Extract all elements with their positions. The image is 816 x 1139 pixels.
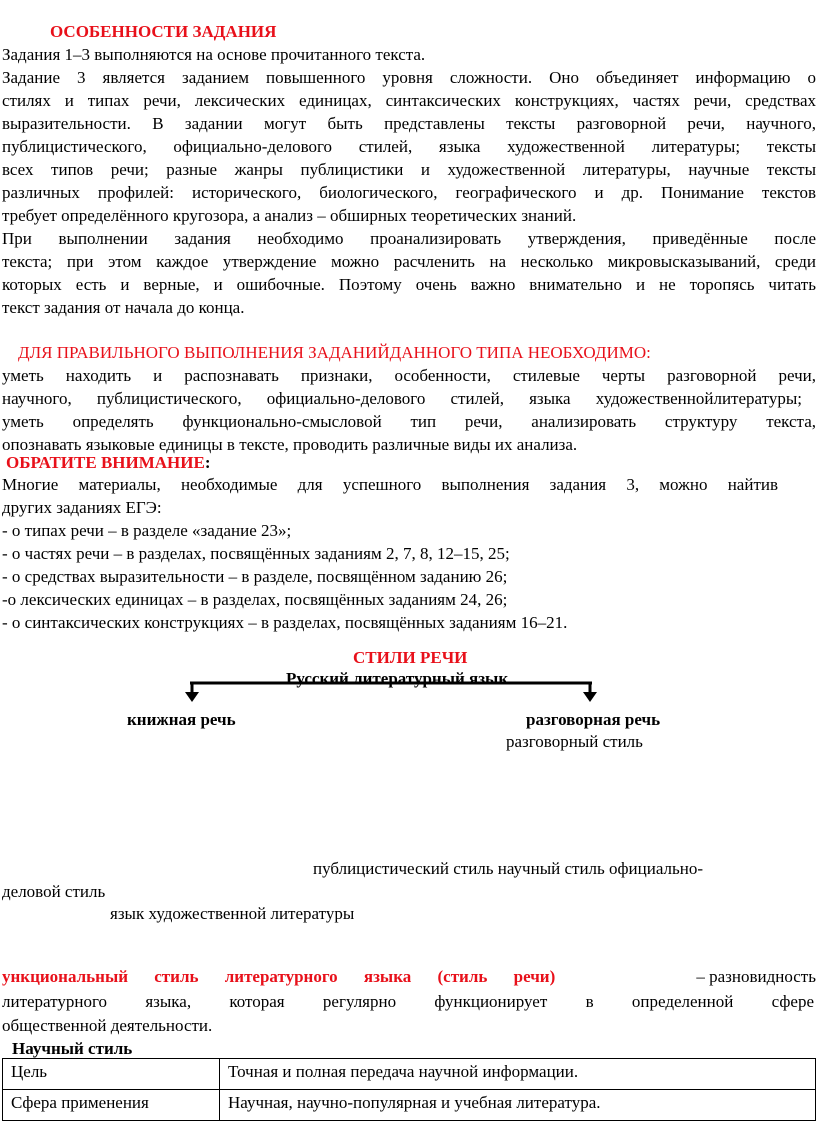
- table-cell-value: Научная, научно-популярная и учебная литература.: [220, 1090, 816, 1121]
- arrow-right-head: [583, 692, 597, 702]
- requirement-line: научного, публицистического, официально-делового стилей, языка художественнойлитературы;: [2, 389, 802, 408]
- intro-line: Задание 3 является заданием повышенного уровня сложности. Оно объединяет информацию о: [2, 68, 816, 87]
- attention-line: - о синтаксических конструкциях – в разделах, посвящённых заданиям 16–21.: [2, 613, 568, 632]
- intro-line: выразительности. В задании могут быть представлены тексты разговорной речи, научного,: [2, 114, 816, 133]
- intro-line: текст задания от начала до конца.: [2, 298, 245, 317]
- definition-line-2: литературного языка, которая регулярно функционирует в определенной сфере: [2, 992, 814, 1011]
- table-cell-value: Точная и полная передача научной информации.: [220, 1059, 816, 1090]
- requirement-line: опознавать языковые единицы в тексте, проводить различные виды их анализа.: [2, 435, 578, 454]
- table-cell-label: Сфера применения: [3, 1090, 220, 1121]
- intro-line: Задания 1–3 выполняются на основе прочитанного текста.: [2, 45, 426, 64]
- table-title: Научный стиль: [12, 1039, 133, 1058]
- requirement-line: уметь определять функционально-смысловой тип речи, анализировать структуру текста,: [2, 412, 816, 431]
- requirements-heading: ДЛЯ ПРАВИЛЬНОГО ВЫПОЛНЕНИЯ ЗАДАНИЙДАННОГО ТИПА НЕОБХОДИМО:: [18, 343, 651, 362]
- attention-line: других заданиях ЕГЭ:: [2, 498, 162, 517]
- table-row: [3, 1090, 816, 1121]
- intro-line: требует определённого кругозора, а анализ – обширных теоретических знаний.: [2, 206, 577, 225]
- attention-colon: :: [204, 453, 211, 472]
- definition-term: ункциональный стиль литературного языка (стиль речи): [2, 967, 556, 986]
- styles-book-line: публицистический стиль научный стиль официально-: [313, 859, 704, 878]
- intro-line: текста; при этом каждое утверждение можно расчленить на несколько микровысказываний, среди: [2, 252, 816, 271]
- styles-book-line: деловой стиль: [2, 882, 106, 901]
- table-cell-label: Цель: [3, 1059, 220, 1090]
- definition-line-3: общественной деятельности.: [2, 1016, 213, 1035]
- intro-line: всех типов речи; разные жанры публицистики и художественной литературы, научные тексты: [2, 160, 816, 179]
- intro-line: публицистического, официально-делового стилей, языка художественной литературы; тексты: [2, 137, 816, 156]
- attention-line: - о средствах выразительности – в разделе, посвящённом заданию 26;: [2, 567, 508, 586]
- intro-line: которых есть и верные, и ошибочные. Поэтому очень важно внимательно и не торопясь читать: [2, 275, 816, 294]
- attention-line: - о частях речи – в разделах, посвящённых заданиям 2, 7, 8, 12–15, 25;: [2, 544, 510, 563]
- attention-line: - о типах речи – в разделе «задание 23»;: [2, 521, 292, 540]
- attention-heading: ОБРАТИТЕ ВНИМАНИЕ: [6, 453, 205, 472]
- intro-line: стилях и типах речи, лексических единицах, синтаксических конструкциях, частях речи, средствах: [2, 91, 816, 110]
- intro-line: различных профилей: исторического, биологического, географического и др. Понимание текстов: [2, 183, 816, 202]
- arrow-left-head: [185, 692, 199, 702]
- styles-book-line: язык художественной литературы: [110, 904, 355, 923]
- definition-rest: – разновидность: [696, 967, 816, 986]
- attention-line: -о лексических единицах – в разделах, посвящённых заданиям 24, 26;: [2, 590, 508, 609]
- table-row: [3, 1059, 816, 1090]
- styles-right-branch: разговорная речь: [526, 710, 661, 729]
- styles-right-sub: разговорный стиль: [506, 732, 643, 751]
- styles-root: Русский литературный язык: [286, 669, 509, 688]
- requirement-line: уметь находить и распознавать признаки, особенности, стилевые черты разговорной речи,: [2, 366, 816, 385]
- science-style-table: [2, 1058, 816, 1121]
- definition-line-1: [2, 965, 816, 988]
- intro-line: При выполнении задания необходимо проанализировать утверждения, приведённые после: [2, 229, 816, 248]
- page-heading: ОСОБЕННОСТИ ЗАДАНИЯ: [50, 22, 277, 41]
- attention-line: Многие материалы, необходимые для успешного выполнения задания 3, можно найтив: [2, 475, 778, 494]
- styles-left-branch: книжная речь: [127, 710, 236, 729]
- styles-heading: СТИЛИ РЕЧИ: [353, 648, 468, 667]
